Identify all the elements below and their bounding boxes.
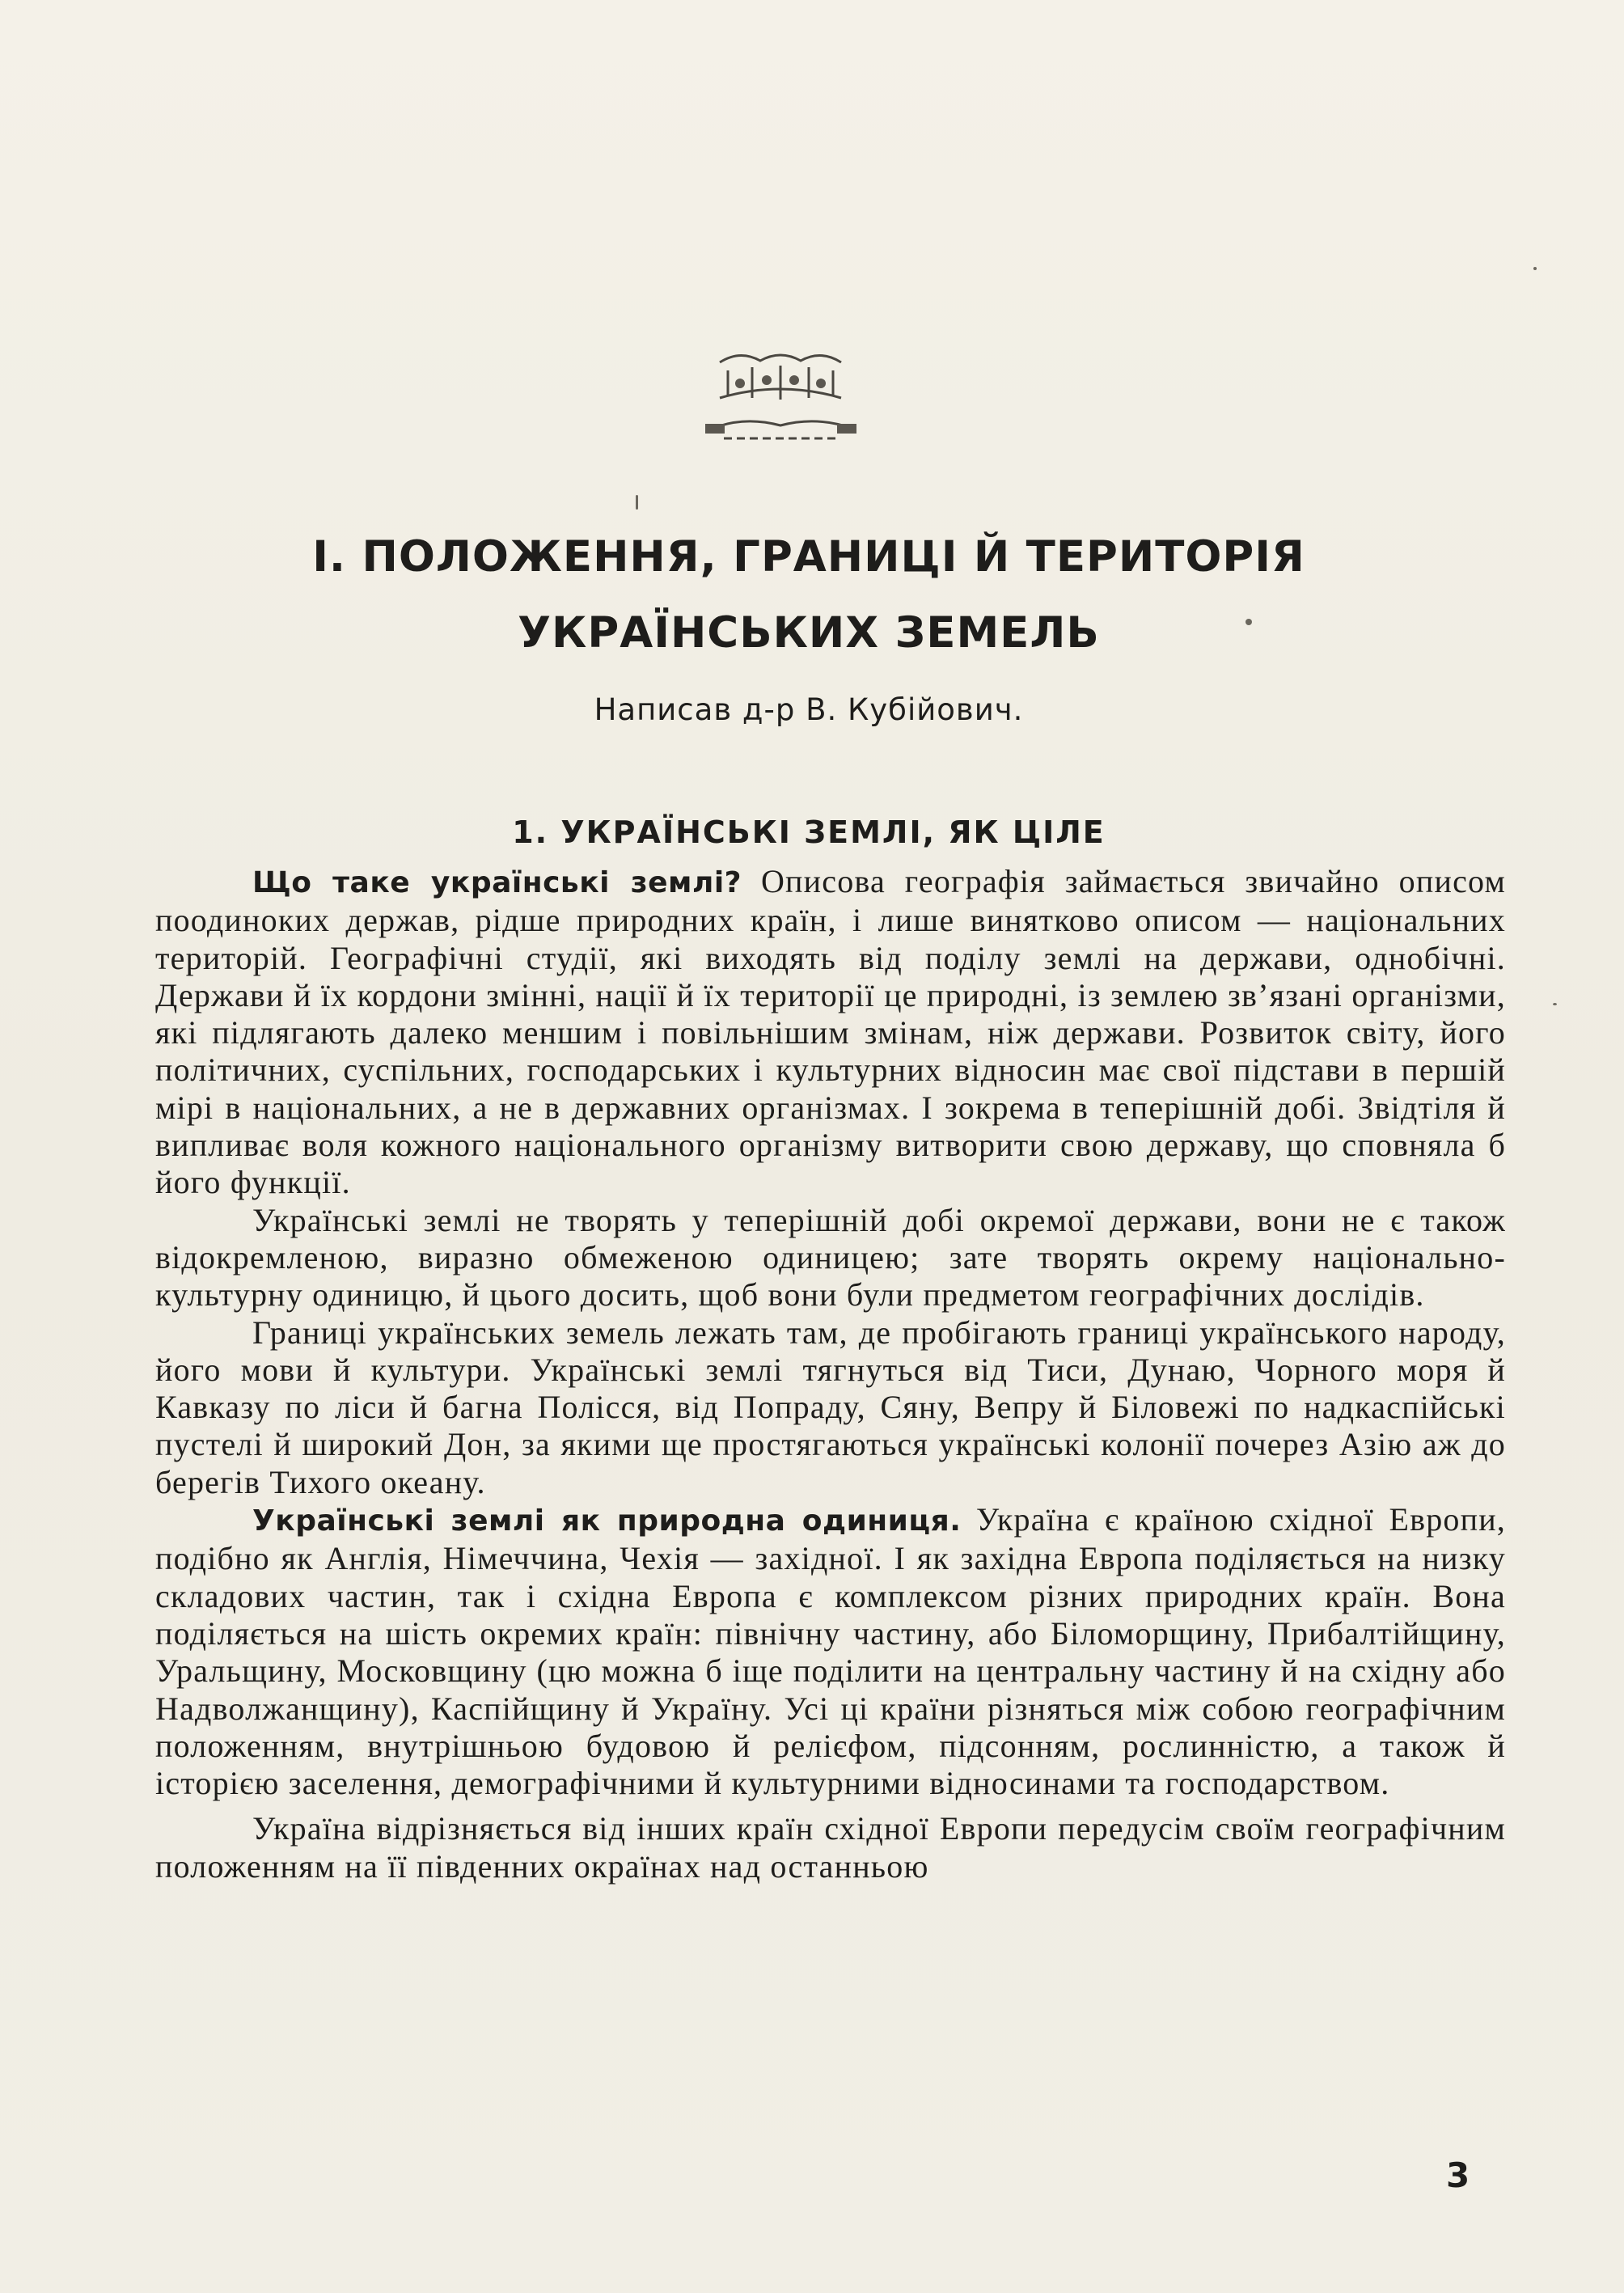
paragraph (155, 1501, 1506, 1802)
paragraph (155, 863, 1506, 1202)
paragraph-text: Границі українських земель лежать там, де пробігають границі українського народу, його мови й культури. Українські землі тягнуться від Тиси, Дунаю, Чорного моря й Кавказу по ліси й багна Полісся, від Попраду, Сяну, Вепру й Біловежі по надкаспійські пустелі й широкий Дон, за якими ще простягаються українські колонії почерез Азію аж до берегів Тихого океану. (155, 1314, 1506, 1500)
paragraph-text: Описова географія займається звичайно описом поодиноких держав, рідше природних країн, і лише винятково описом — національних територій. Географічні студії, які виходять від поділу землі на держави, однобічні. Держави й їх кордони змінні, нації й їх території це природні, із землею зв’язані організми, які підлягають далеко меншим і повільнішим змінам, ніж держави. Розвиток світу, його політичних, суспільних, господарських і культурних відносин має свої підстави в першій мірі в національних, а не в державних організмах. І зокрема в теперішній добі. Звідтіля й випливає воля кожного національного організму витворити свою державу, що сповняла б його функції. (155, 863, 1506, 1201)
paragraph (155, 1202, 1506, 1314)
paragraph-lead: Що таке українські землі? (252, 866, 742, 899)
author-byline: Написав д-р В. Кубійович. (594, 692, 1024, 727)
paragraph (155, 1810, 1506, 1885)
section-heading: 1. УКРАЇНСЬКІ ЗЕМЛІ, ЯК ЦІЛЕ (512, 814, 1106, 850)
paper-speck (1245, 619, 1252, 625)
paragraph (155, 1314, 1506, 1501)
paper-speck (1533, 267, 1537, 270)
page-number: 3 (1446, 2156, 1470, 2195)
paragraph-lead: Українські землі як природна одиниця. (252, 1504, 962, 1538)
paper-speck (636, 495, 638, 510)
decorative-ornament-icon (696, 348, 865, 453)
body-text (155, 863, 1506, 1885)
paragraph-text: Україна відрізняється від інших країн східної Европи передусім своїм географічним положенням на її південних окраїнах над останньою (155, 1810, 1506, 1885)
paragraph-text: Українські землі не творять у теперішній добі окремої держави, вони не є також відокремленою, виразно обмеженою одиницею; зате творять окрему національно-культурну одиницю, й цього досить, щоб вони були предметом географічних дослідів. (155, 1201, 1506, 1314)
paragraph-text: Україна є країною східної Европи, подібно як Англія, Німеччина, Чехія — західної. І як західна Европа поділяється на низку складових частин, так і східна Европа є комплексом різних природних країн. Вона поділяється на шість окремих країн: північну частину, або Біломорщину, Прибалтійщину, Уральщину, Московщину (цю можна б іще поділити на центральну частину й на східну або Надволжанщину), Каспійщину й Україну. Усі ці країни різняться між собою географічним положенням, внутрішньою будовою й релієфом, підсонням, рослинністю, а також й історією заселення, демографічними й культурними відносинами та господарством. (155, 1501, 1507, 1802)
chapter-title-line-2: УКРАЇНСЬКИХ ЗЕМЕЛЬ (518, 608, 1100, 658)
paper-speck (1553, 1003, 1557, 1005)
chapter-title-line-1: І. ПОЛОЖЕННЯ, ГРАНИЦІ Й ТЕРИТОРІЯ (312, 532, 1305, 582)
